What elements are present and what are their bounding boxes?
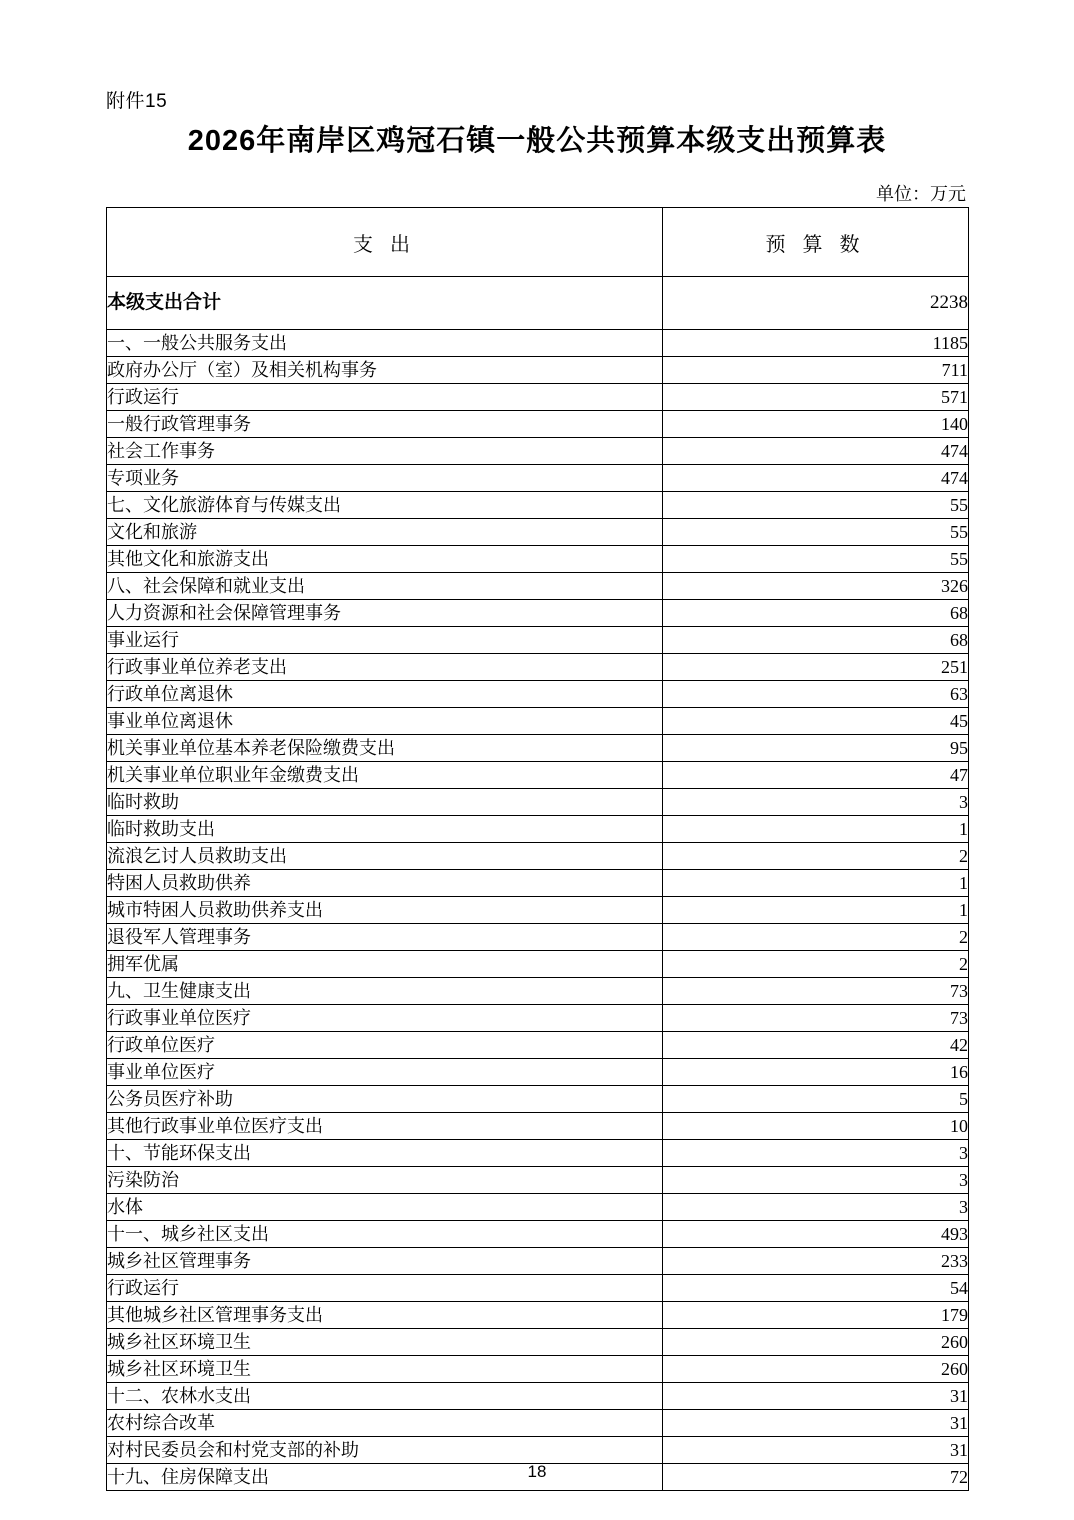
row-amount-value: 260 (663, 1329, 969, 1356)
table-row (107, 1302, 969, 1329)
table-row (107, 1356, 969, 1383)
table-row (107, 384, 969, 411)
row-amount-value: 711 (663, 357, 969, 384)
row-amount-value: 54 (663, 1275, 969, 1302)
row-item-label: 十二、农林水支出 (107, 1383, 663, 1410)
row-item-label: 城乡社区管理事务 (107, 1248, 663, 1275)
table-row (107, 1140, 969, 1167)
row-item-label: 行政单位医疗 (107, 1032, 663, 1059)
row-item-label: 农村综合改革 (107, 1410, 663, 1437)
column-header-amount: 预 算 数 (663, 208, 969, 277)
attachment-label: 附件15 (106, 91, 168, 112)
table-row (107, 330, 969, 357)
row-amount-value: 260 (663, 1356, 969, 1383)
table-row (107, 573, 969, 600)
row-amount-value: 2238 (663, 277, 969, 330)
row-item-label: 人力资源和社会保障管理事务 (107, 600, 663, 627)
row-amount-value: 326 (663, 573, 969, 600)
row-item-label: 本级支出合计 (107, 277, 663, 330)
row-item-label: 临时救助 (107, 789, 663, 816)
page-number: 18 (527, 1462, 547, 1481)
row-item-label: 九、卫生健康支出 (107, 978, 663, 1005)
table-row (107, 762, 969, 789)
table-row (107, 1383, 969, 1410)
table-row (107, 1086, 969, 1113)
row-amount-value: 73 (663, 978, 969, 1005)
table-body (107, 277, 969, 1491)
row-amount-value: 474 (663, 438, 969, 465)
row-item-label: 其他城乡社区管理事务支出 (107, 1302, 663, 1329)
row-amount-value: 1 (663, 897, 969, 924)
table-row (107, 1113, 969, 1140)
row-amount-value: 179 (663, 1302, 969, 1329)
row-amount-value: 251 (663, 654, 969, 681)
row-amount-value: 3 (663, 789, 969, 816)
row-item-label: 机关事业单位基本养老保险缴费支出 (107, 735, 663, 762)
row-amount-value: 68 (663, 600, 969, 627)
row-amount-value: 571 (663, 384, 969, 411)
table-row (107, 708, 969, 735)
row-amount-value: 1185 (663, 330, 969, 357)
row-amount-value: 55 (663, 519, 969, 546)
table-row (107, 978, 969, 1005)
row-amount-value: 55 (663, 492, 969, 519)
row-amount-value: 73 (663, 1005, 969, 1032)
page-title: 2026年南岸区鸡冠石镇一般公共预算本级支出预算表 (187, 125, 887, 157)
table-row (107, 1194, 969, 1221)
row-item-label: 七、文化旅游体育与传媒支出 (107, 492, 663, 519)
row-amount-value: 68 (663, 627, 969, 654)
table-row (107, 843, 969, 870)
row-item-label: 其他文化和旅游支出 (107, 546, 663, 573)
table-row (107, 277, 969, 330)
table-row (107, 897, 969, 924)
row-item-label: 行政事业单位养老支出 (107, 654, 663, 681)
row-amount-value: 474 (663, 465, 969, 492)
row-amount-value: 10 (663, 1113, 969, 1140)
row-item-label: 城乡社区环境卫生 (107, 1356, 663, 1383)
row-item-label: 行政运行 (107, 1275, 663, 1302)
row-amount-value: 2 (663, 843, 969, 870)
row-item-label: 八、社会保障和就业支出 (107, 573, 663, 600)
row-amount-value: 3 (663, 1140, 969, 1167)
row-amount-value: 233 (663, 1248, 969, 1275)
row-item-label: 事业单位离退休 (107, 708, 663, 735)
table-header-row (107, 208, 969, 277)
table-row (107, 870, 969, 897)
table-row (107, 1410, 969, 1437)
table-row (107, 1221, 969, 1248)
row-item-label: 十九、住房保障支出 (107, 1464, 663, 1491)
row-amount-value: 55 (663, 546, 969, 573)
row-amount-value: 5 (663, 1086, 969, 1113)
row-item-label: 城市特困人员救助供养支出 (107, 897, 663, 924)
table-row (107, 357, 969, 384)
row-amount-value: 42 (663, 1032, 969, 1059)
table-row (107, 600, 969, 627)
table-row (107, 1329, 969, 1356)
table-row (107, 1059, 969, 1086)
row-item-label: 其他行政事业单位医疗支出 (107, 1113, 663, 1140)
row-amount-value: 31 (663, 1410, 969, 1437)
unit-label: 单位：万元 (876, 184, 966, 204)
table-row (107, 465, 969, 492)
row-item-label: 城乡社区环境卫生 (107, 1329, 663, 1356)
row-item-label: 临时救助支出 (107, 816, 663, 843)
row-item-label: 特困人员救助供养 (107, 870, 663, 897)
row-item-label: 公务员医疗补助 (107, 1086, 663, 1113)
table-row (107, 1167, 969, 1194)
row-amount-value: 31 (663, 1383, 969, 1410)
budget-table (106, 207, 969, 1491)
row-amount-value: 47 (663, 762, 969, 789)
row-amount-value: 1 (663, 870, 969, 897)
row-item-label: 一、一般公共服务支出 (107, 330, 663, 357)
row-item-label: 专项业务 (107, 465, 663, 492)
table-row (107, 438, 969, 465)
row-amount-value: 1 (663, 816, 969, 843)
row-amount-value: 31 (663, 1437, 969, 1464)
row-item-label: 政府办公厅（室）及相关机构事务 (107, 357, 663, 384)
row-amount-value: 45 (663, 708, 969, 735)
table-row (107, 411, 969, 438)
row-item-label: 十一、城乡社区支出 (107, 1221, 663, 1248)
row-item-label: 社会工作事务 (107, 438, 663, 465)
row-amount-value: 3 (663, 1167, 969, 1194)
row-item-label: 污染防治 (107, 1167, 663, 1194)
row-item-label: 行政运行 (107, 384, 663, 411)
row-item-label: 退役军人管理事务 (107, 924, 663, 951)
row-amount-value: 72 (663, 1464, 969, 1491)
row-item-label: 对村民委员会和村党支部的补助 (107, 1437, 663, 1464)
row-item-label: 行政事业单位医疗 (107, 1005, 663, 1032)
row-item-label: 事业运行 (107, 627, 663, 654)
row-amount-value: 16 (663, 1059, 969, 1086)
table-row (107, 681, 969, 708)
row-amount-value: 95 (663, 735, 969, 762)
column-header-item: 支 出 (107, 208, 663, 277)
row-item-label: 机关事业单位职业年金缴费支出 (107, 762, 663, 789)
table-row (107, 1005, 969, 1032)
row-item-label: 文化和旅游 (107, 519, 663, 546)
row-item-label: 一般行政管理事务 (107, 411, 663, 438)
table-row (107, 546, 969, 573)
table-row (107, 951, 969, 978)
row-item-label: 流浪乞讨人员救助支出 (107, 843, 663, 870)
row-amount-value: 493 (663, 1221, 969, 1248)
table-row (107, 789, 969, 816)
table-row (107, 519, 969, 546)
row-item-label: 十、节能环保支出 (107, 1140, 663, 1167)
table-row (107, 735, 969, 762)
table-row (107, 924, 969, 951)
row-amount-value: 2 (663, 951, 969, 978)
table-row (107, 654, 969, 681)
row-amount-value: 2 (663, 924, 969, 951)
table-row (107, 816, 969, 843)
row-amount-value: 63 (663, 681, 969, 708)
row-amount-value: 3 (663, 1194, 969, 1221)
row-item-label: 事业单位医疗 (107, 1059, 663, 1086)
row-item-label: 水体 (107, 1194, 663, 1221)
table-row (107, 1248, 969, 1275)
table-row (107, 492, 969, 519)
table-row (107, 1437, 969, 1464)
table-row (107, 1275, 969, 1302)
table-row (107, 627, 969, 654)
table-row (107, 1032, 969, 1059)
row-amount-value: 140 (663, 411, 969, 438)
row-item-label: 拥军优属 (107, 951, 663, 978)
row-item-label: 行政单位离退休 (107, 681, 663, 708)
